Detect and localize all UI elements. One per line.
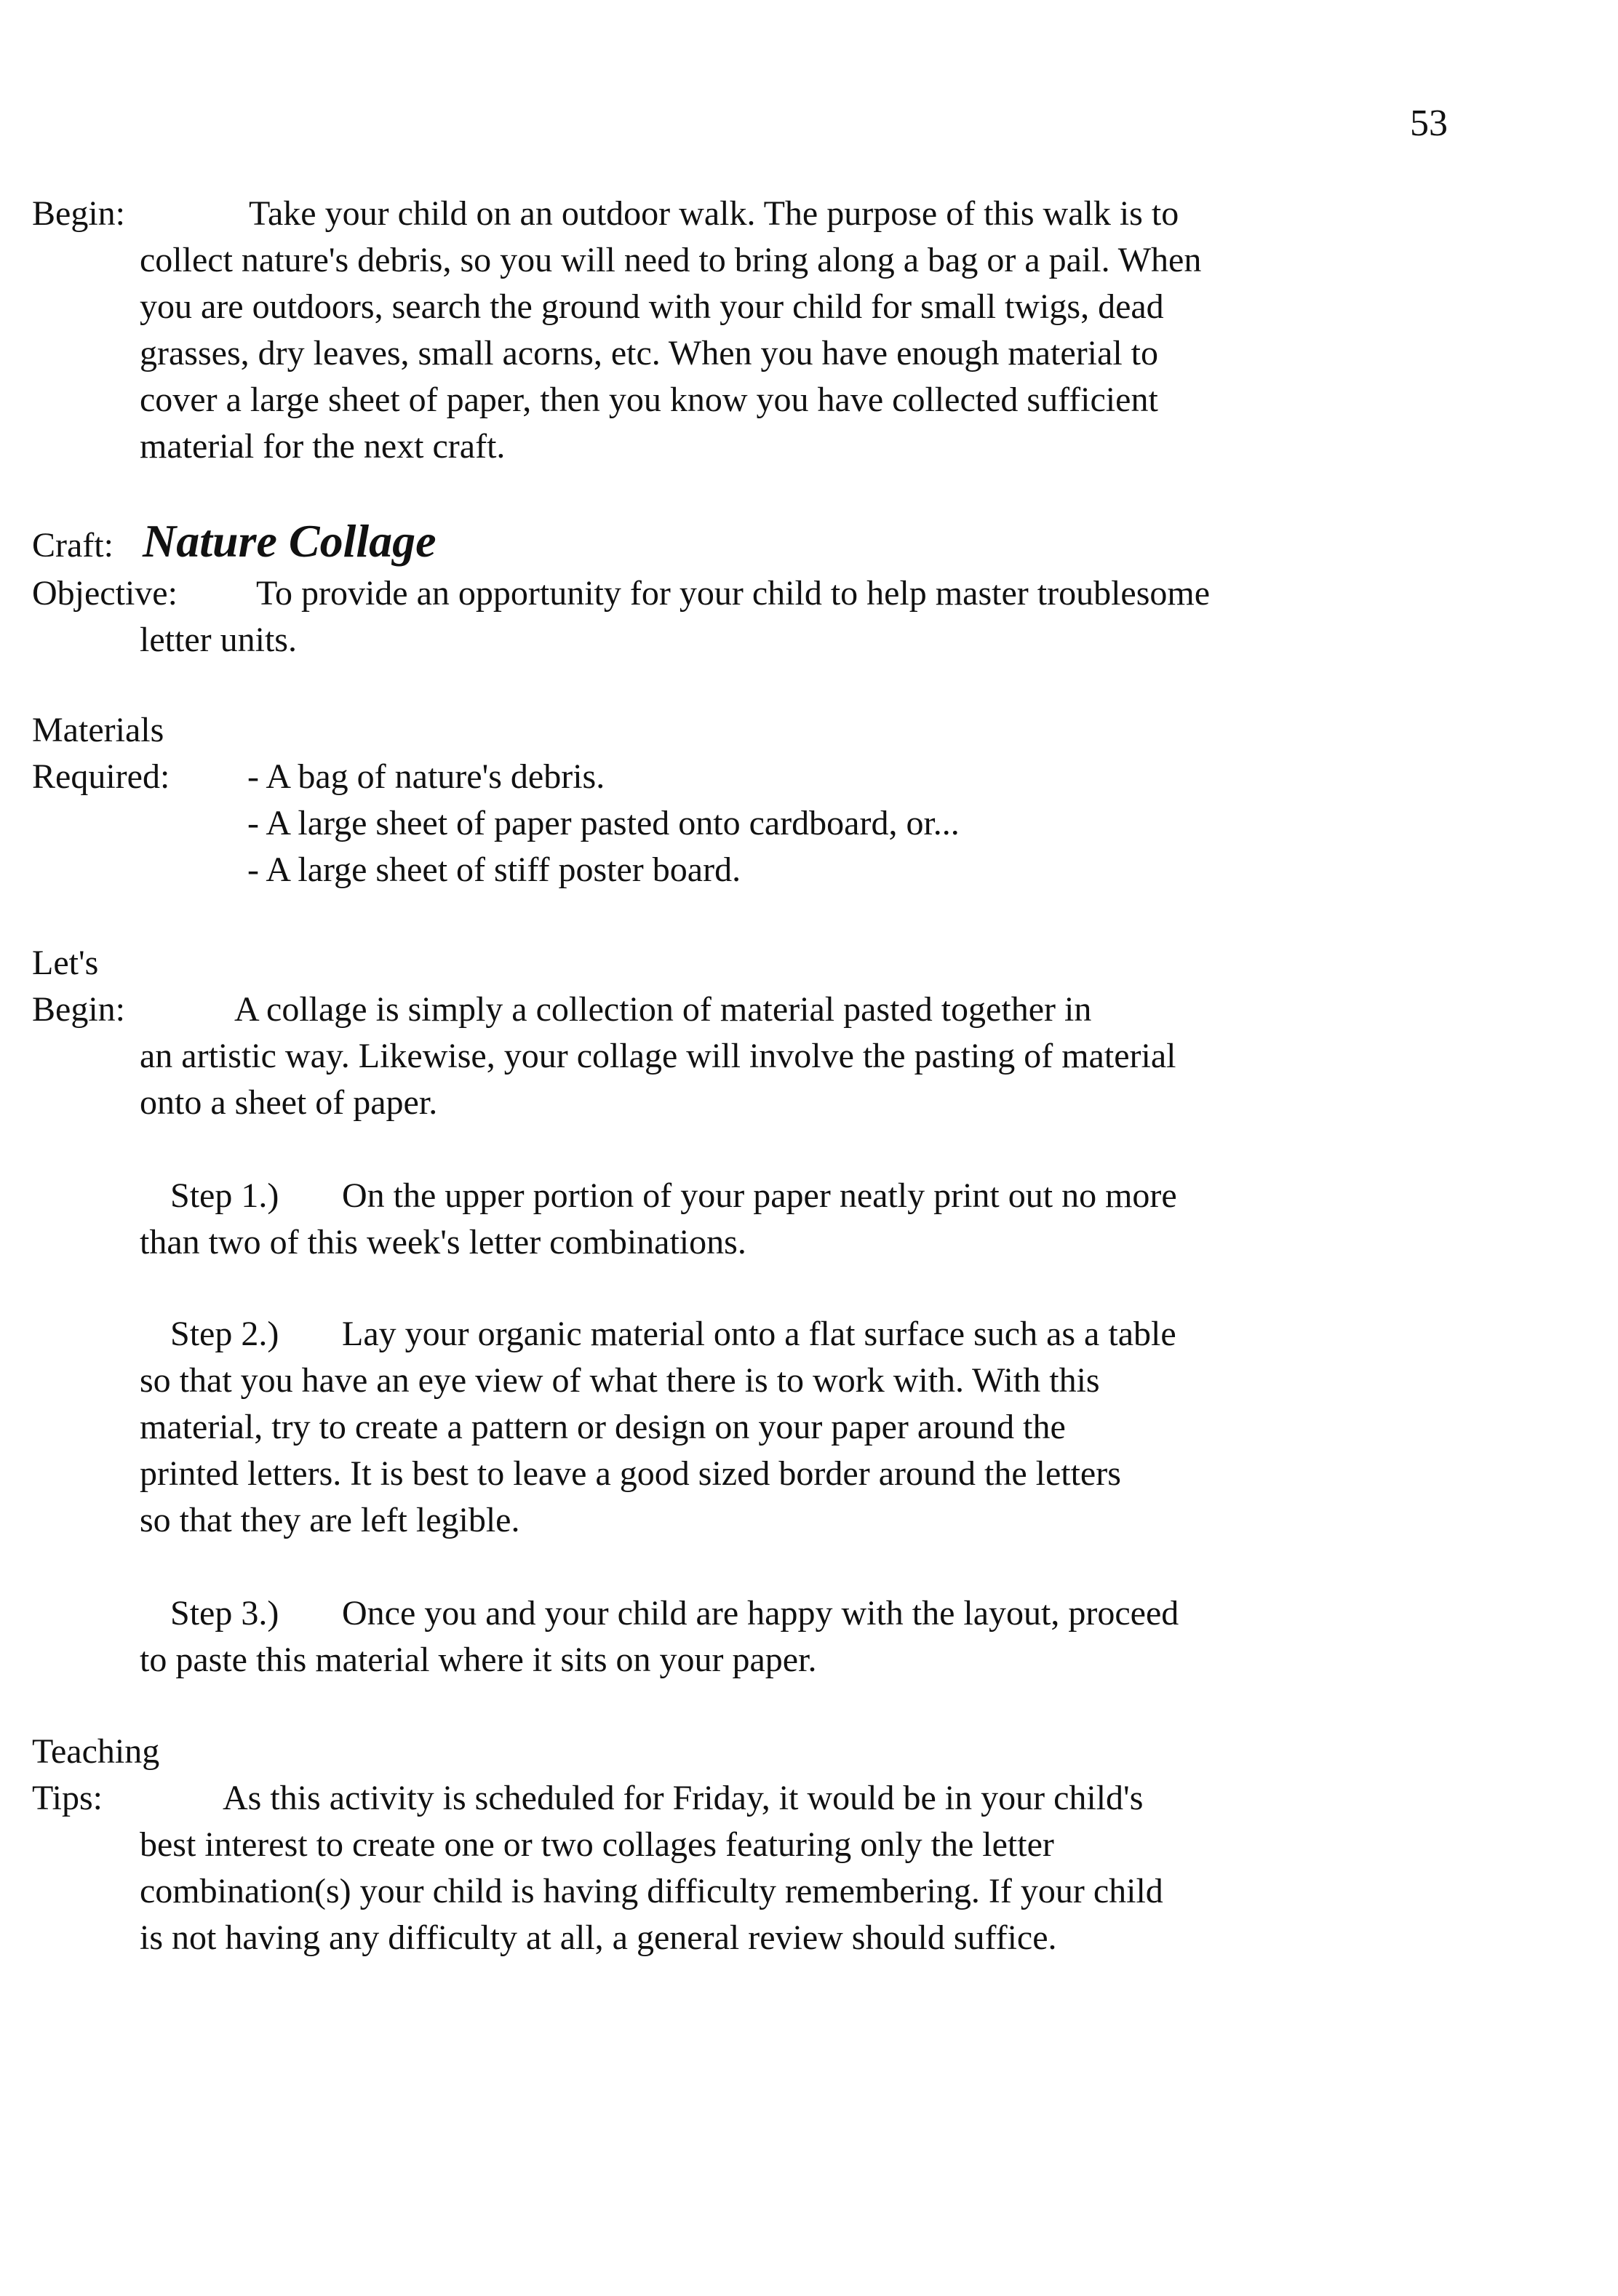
objective-line: To provide an opportunity for your child to help master troublesome: [256, 574, 1211, 613]
intro-line: Take your child on an outdoor walk. The purpose of this walk is to: [249, 194, 1179, 233]
materials-item: - A large sheet of paper pasted onto cardboard, or...: [247, 804, 960, 842]
intro-line: cover a large sheet of paper, then you know you have collected sufficient: [140, 380, 1158, 419]
step-line: to paste this material where it sits on your paper.: [140, 1641, 817, 1679]
intro-line: grasses, dry leaves, small acorns, etc. When you have enough material to: [140, 334, 1158, 372]
step-line: than two of this week's letter combinations.: [140, 1223, 746, 1261]
materials-item: - A large sheet of stiff poster board.: [247, 850, 741, 889]
lets-begin-line: A collage is simply a collection of material pasted together in: [234, 990, 1092, 1029]
page-number: 53: [1410, 103, 1448, 144]
craft-title: Nature Collage: [143, 515, 437, 567]
teaching-tips-line: combination(s) your child is having difficulty remembering. If your child: [140, 1872, 1163, 1910]
materials-label: Required:: [32, 757, 170, 796]
step-label: Step 2.): [170, 1315, 279, 1353]
step-line: On the upper portion of your paper neatly print out no more: [342, 1176, 1177, 1215]
teaching-tips-label: Teaching: [32, 1732, 160, 1771]
lets-begin-line: an artistic way. Likewise, your collage will involve the pasting of material: [140, 1037, 1176, 1075]
lets-begin-line: onto a sheet of paper.: [140, 1083, 438, 1122]
objective-line: letter units.: [140, 621, 297, 659]
step-label: Step 3.): [170, 1594, 279, 1633]
step-line: so that they are left legible.: [140, 1501, 520, 1539]
intro-line: you are outdoors, search the ground with your child for small twigs, dead: [140, 287, 1164, 326]
materials-item: - A bag of nature's debris.: [247, 757, 605, 796]
objective-label: Objective:: [32, 574, 178, 613]
teaching-tips-line: As this activity is scheduled for Friday, it would be in your child's: [223, 1779, 1144, 1817]
intro-line: material for the next craft.: [140, 427, 506, 466]
materials-label: Materials: [32, 711, 164, 749]
step-line: material, try to create a pattern or design on your paper around the: [140, 1408, 1066, 1446]
step-line: Once you and your child are happy with the layout, proceed: [342, 1594, 1179, 1633]
teaching-tips-line: is not having any difficulty at all, a general review should suffice.: [140, 1918, 1057, 1957]
lets-begin-label: Begin:: [32, 990, 125, 1029]
step-line: Lay your organic material onto a flat surface such as a table: [342, 1315, 1176, 1353]
teaching-tips-line: best interest to create one or two collages featuring only the letter: [140, 1825, 1054, 1864]
lets-begin-label: Let's: [32, 944, 99, 982]
craft-label: Craft:: [32, 526, 113, 565]
intro-label: Begin:: [32, 194, 125, 233]
step-label: Step 1.): [170, 1176, 279, 1215]
step-line: printed letters. It is best to leave a good sized border around the letters: [140, 1454, 1121, 1493]
teaching-tips-label: Tips:: [32, 1779, 103, 1817]
step-line: so that you have an eye view of what there is to work with. With this: [140, 1361, 1100, 1400]
intro-line: collect nature's debris, so you will need to bring along a bag or a pail. When: [140, 241, 1202, 279]
